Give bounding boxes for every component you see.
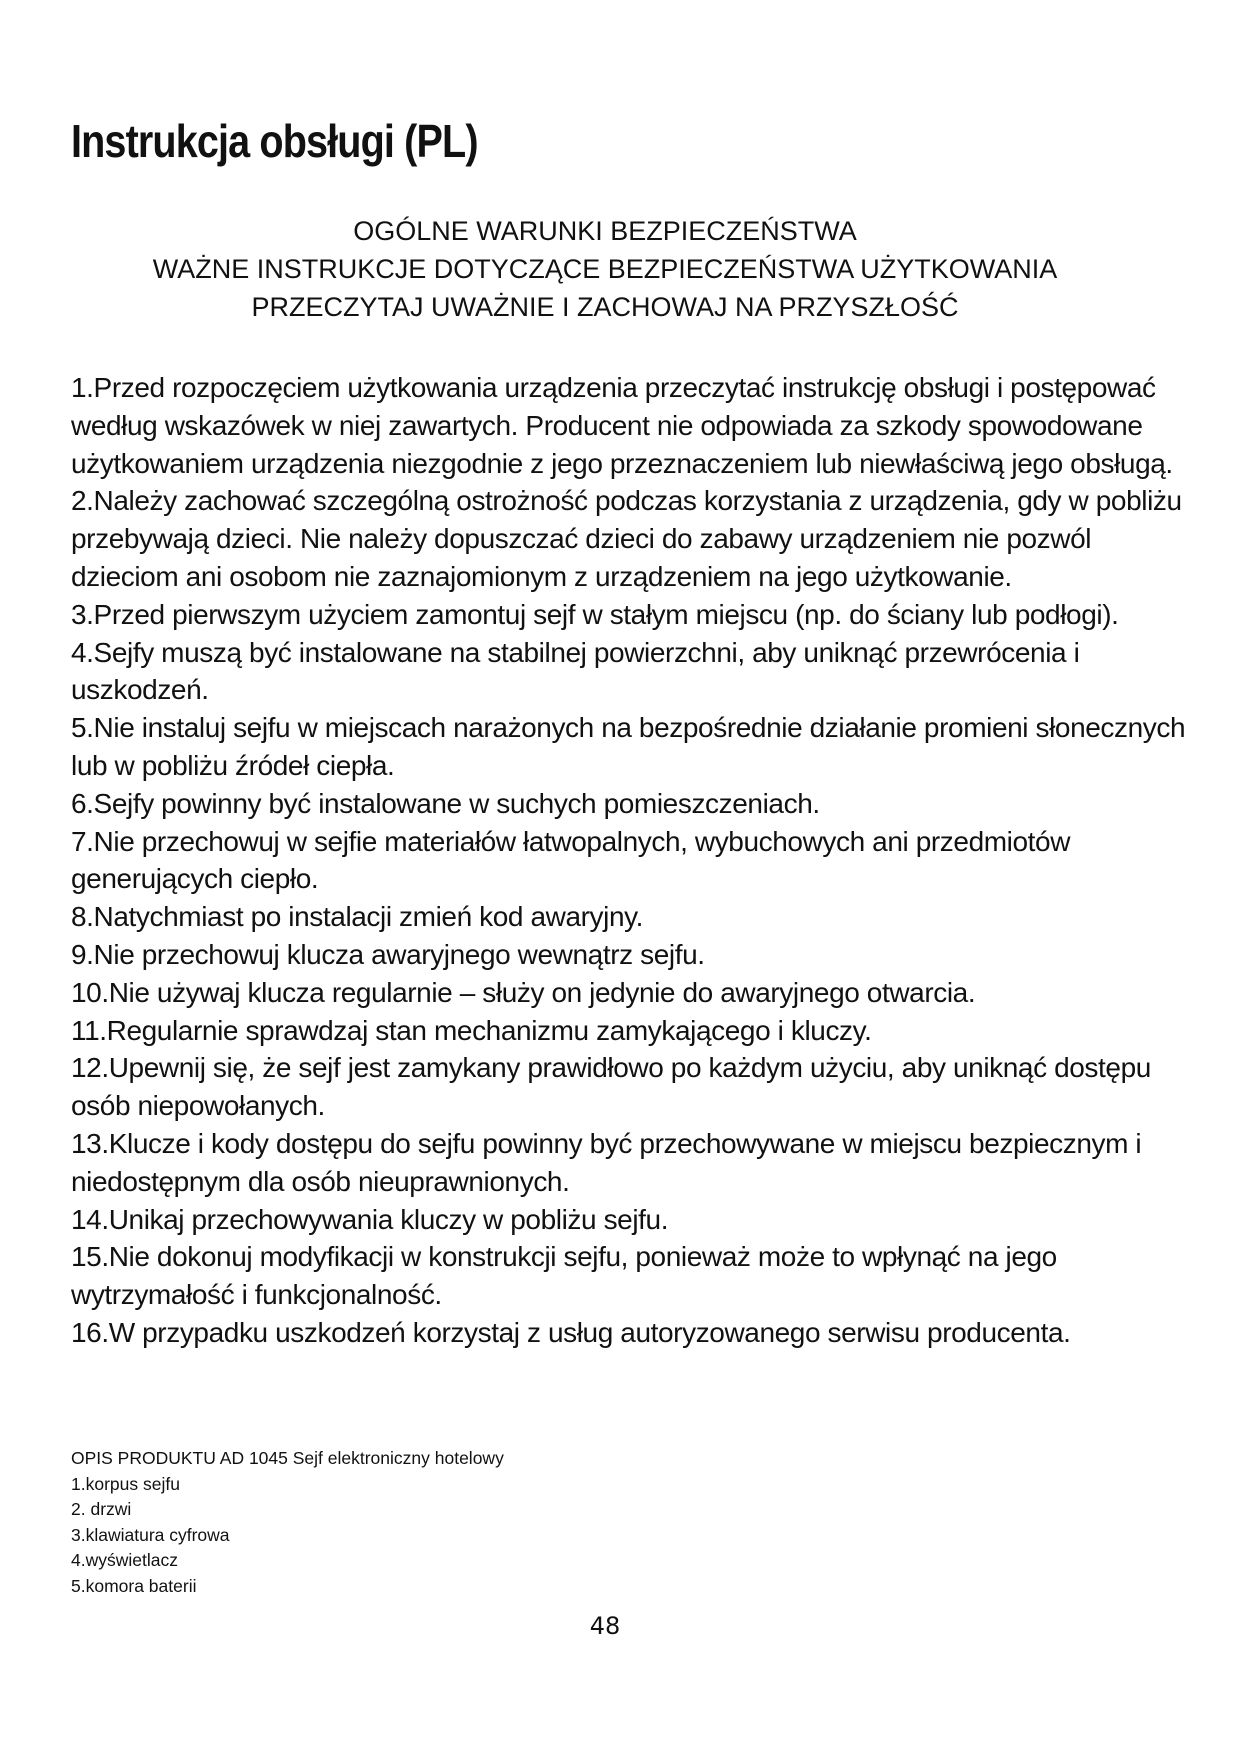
safety-rule: 7.Nie przechowuj w sejfie materiałów łatwopalnych, wybuchowych ani przedmiotów generujących ciepło. <box>71 825 1071 895</box>
safety-rule: 16.W przypadku uszkodzeń korzystaj z usług autoryzowanego serwisu producenta. <box>71 1316 1071 1348</box>
safety-rule: 10.Nie używaj klucza regularnie – służy on jedynie do awaryjnego otwarcia. <box>71 976 976 1008</box>
safety-rule: 3.Przed pierwszym użyciem zamontuj sejf w stałym miejscu (np. do ściany lub podłogi). <box>71 598 1119 630</box>
safety-rule: 8.Natychmiast po instalacji zmień kod awaryjny. <box>71 901 644 933</box>
safety-rules-list <box>71 369 1201 1352</box>
safety-rule: 14.Unikaj przechowywania kluczy w pobliżu sejfu. <box>71 1203 669 1235</box>
product-part: 2. drzwi <box>71 1499 132 1519</box>
safety-rule: 13.Klucze i kody dostępu do sejfu powinny być przechowywane w miejscu bezpiecznym i niedostępnym dla osób nieuprawnionych. <box>71 1127 1142 1197</box>
safety-rule: 11.Regularnie sprawdzaj stan mechanizmu zamykającego i kluczy. <box>71 1014 872 1046</box>
page-title: Instrukcja obsługi (PL) <box>71 115 478 167</box>
safety-rule: 2.Należy zachować szczególną ostrożność podczas korzystania z urządzenia, gdy w pobliżu przebywają dzieci. Nie należy dopuszczać dzieci do zabawy urządzeniem nie pozwól dzieciom ani osobom nie zaznajomionym z urządzeniem na jego użytkowanie. <box>71 485 1182 592</box>
safety-rule: 1.Przed rozpoczęciem użytkowania urządzenia przeczytać instrukcję obsługi i postępować według wskazówek w niej zawartych. Producent nie odpowiada za szkody spowodowane użytkowaniem urządzenia niezgodnie z jego przeznaczeniem lub niewłaściwą jego obsługą. <box>71 372 1173 479</box>
safety-rule: 6.Sejfy powinny być instalowane w suchych pomieszczeniach. <box>71 787 820 819</box>
product-part: 1.korpus sejfu <box>71 1473 180 1494</box>
safety-rule: 12.Upewnij się, że sejf jest zamykany prawidłowo po każdym użyciu, aby uniknąć dostępu osób niepowołanych. <box>71 1052 1151 1122</box>
product-description-title: OPIS PRODUKTU AD 1045 Sejf elektroniczny hotelowy <box>71 1448 504 1468</box>
product-parts-list <box>71 1472 504 1600</box>
safety-rule: 5.Nie instaluj sejfu w miejscach narażonych na bezpośrednie działanie promieni słonecznych lub w pobliżu źródeł ciepła. <box>71 712 1186 781</box>
page-number: 48 <box>589 1612 621 1640</box>
product-part: 4.wyświetlacz <box>71 1550 178 1570</box>
product-description <box>71 1446 504 1599</box>
safety-rule: 9.Nie przechowuj klucza awaryjnego wewnątrz sejfu. <box>71 938 705 970</box>
safety-header-line: PRZECZYTAJ UWAŻNIE I ZACHOWAJ NA PRZYSZŁOŚĆ <box>251 292 959 322</box>
product-part: 3.klawiatura cyfrowa <box>71 1524 230 1545</box>
safety-rule: 4.Sejfy muszą być instalowane na stabilnej powierzchni, aby uniknąć przewrócenia i uszkodzeń. <box>71 636 1080 706</box>
safety-header <box>0 212 1210 326</box>
product-part: 5.komora baterii <box>71 1575 197 1596</box>
safety-header-line: OGÓLNE WARUNKI BEZPIECZEŃSTWA <box>353 216 857 246</box>
safety-rule: 15.Nie dokonuj modyfikacji w konstrukcji sejfu, ponieważ może to wpłynąć na jego wytrzymałość i funkcjonalność. <box>71 1241 1057 1311</box>
safety-header-line: WAŻNE INSTRUKCJE DOTYCZĄCE BEZPIECZEŃSTWA UŻYTKOWANIA <box>152 254 1058 284</box>
